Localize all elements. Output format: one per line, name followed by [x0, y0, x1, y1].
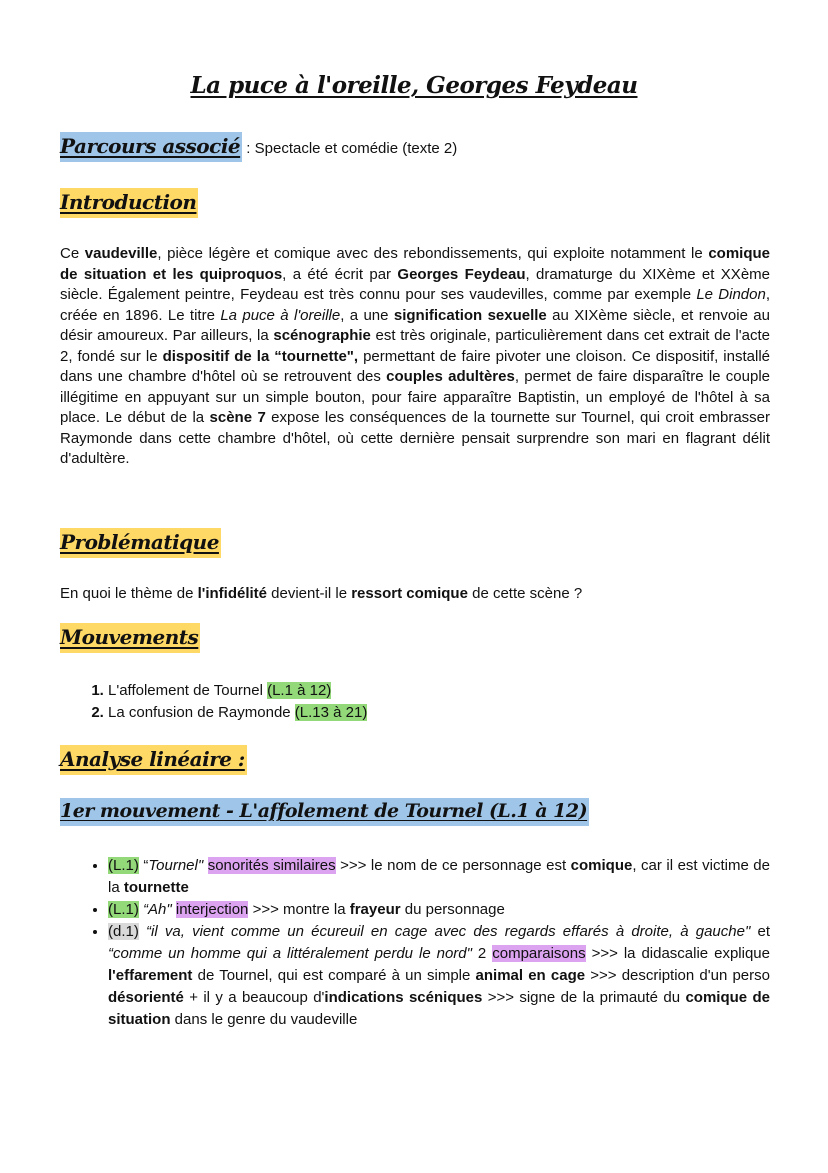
text-run: , pièce légère et comique avec des rebondissements, qui exploite notamment le — [157, 245, 709, 262]
bold-text: scénographie — [273, 327, 371, 344]
mouvement-item — [108, 680, 770, 702]
text-run: de Tournel, qui est comparé à un simple — [192, 967, 476, 984]
italic-text: “il va, vient comme un écureuil en cage avec des regards effarés à droite, à gauche" — [146, 923, 751, 940]
introduction-paragraph — [60, 244, 770, 470]
problematique-heading: Problématique — [60, 528, 221, 558]
text-run: et — [750, 923, 770, 940]
highlight-green: (L.1 à 12) — [267, 682, 332, 699]
bold-text: couples adultères — [386, 368, 515, 385]
parcours-label: Parcours associé — [60, 132, 242, 162]
analysis-bullet — [108, 855, 770, 899]
bold-text: vaudeville — [84, 245, 158, 262]
bold-text: dispositif de la “tournette", — [162, 347, 359, 365]
text-run: , car il est victime de la — [108, 857, 770, 896]
text-run: permettant de faire pivoter une cloison. Ce dispositif, installé dans une chambre d'hôtel où se retrouvent des — [60, 347, 770, 385]
highlight-purple: sonorités similaires — [207, 857, 336, 874]
bold-text: l'infidélité — [197, 585, 267, 602]
mouvement1-heading: 1er mouvement - L'affolement de Tournel (L.1 à 12) — [60, 798, 589, 826]
text-run: Ce — [60, 245, 85, 262]
bold-text: indications scéniques — [324, 989, 483, 1006]
italic-text: Le Dindon — [696, 286, 766, 303]
text-run: devient-il le — [267, 585, 352, 602]
highlight-grey: (d.1) — [108, 923, 139, 940]
text-run: du personnage — [400, 901, 505, 918]
bold-text: désorienté — [108, 989, 184, 1006]
mouvement-item — [108, 702, 770, 724]
analysis-bullet — [108, 921, 770, 1031]
bold-text: scène 7 — [209, 409, 266, 426]
text-run: L'affolement de Tournel — [108, 682, 268, 699]
text-run: >>> signe de la primauté du — [482, 989, 686, 1006]
italic-text: Tournel" — [148, 857, 204, 874]
parcours-text: : Spectacle et comédie (texte 2) — [242, 140, 458, 157]
text-run: est très originale, particulièrement dans cet extrait de l'acte 2, fondé sur le — [60, 327, 770, 365]
bold-text: comique — [570, 857, 633, 874]
italic-text: “Ah" — [143, 901, 172, 918]
text-run: >>> la didascalie explique — [585, 945, 770, 962]
highlight-green: (L.1) — [108, 901, 139, 918]
bold-text: Georges Feydeau — [397, 265, 526, 283]
text-run: expose les conséquences de la tournette sur Tournel, qui croit embrasser Raymonde dans cette chambre d'hôtel, où cette dernière pensait surprendre son mari en flagrant délit d'adultère. — [60, 409, 770, 467]
highlight-green: (L.1) — [108, 857, 139, 874]
bold-text: ressort comique — [351, 585, 468, 602]
text-run: , créée en 1896. Le titre — [60, 286, 770, 324]
text-run: , a été écrit par — [282, 265, 398, 283]
text-run: >>> description d'un perso — [585, 967, 770, 984]
text-run: , a une — [340, 306, 394, 324]
text-run — [139, 923, 146, 940]
text-run: au XIXème siècle, et renvoie au désir amoureux. Par ailleurs, la — [60, 306, 770, 344]
highlight-purple: comparaisons — [492, 945, 586, 962]
problematique-question — [60, 584, 770, 605]
document-title: La puce à l'oreille, Georges Feydeau — [190, 72, 638, 99]
parcours-line — [60, 134, 770, 158]
text-run: + il y a beaucoup d' — [183, 989, 325, 1006]
text-run: >>> montre la — [248, 901, 350, 918]
bold-text: l'effarement — [108, 967, 193, 984]
analyse-heading: Analyse linéaire : — [60, 745, 247, 775]
italic-text: La puce à l'oreille — [220, 306, 341, 324]
mouvements-heading: Mouvements — [60, 623, 200, 653]
analysis-bullets — [60, 855, 770, 1031]
bold-text: comique de situation — [108, 989, 771, 1028]
text-run: dans le genre du vaudeville — [170, 1011, 358, 1028]
highlight-green: (L.13 à 21) — [294, 704, 368, 721]
bold-text: comique de situation et les quiproquos — [60, 245, 771, 283]
text-run: , permet de faire disparaître le couple illégitime en appuyant sur un simple bouton, pour faire apparaître Baptistin, un employé de l'hôtel à sa place. Le début de la — [60, 368, 771, 426]
italic-text: “comme un homme qui a littéralement perdu le nord" — [108, 945, 472, 962]
bold-text: animal en cage — [475, 967, 586, 984]
bold-text: frayeur — [349, 901, 401, 918]
text-run: En quoi le thème de — [60, 585, 198, 602]
bold-text: tournette — [123, 879, 189, 896]
analysis-bullet — [108, 899, 770, 921]
highlight-purple: interjection — [175, 901, 249, 918]
text-run: >>> le nom de ce personnage est — [335, 857, 571, 874]
text-run: de cette scène ? — [467, 585, 583, 602]
text-run: , dramaturge du XIXème et XXème siècle. Également peintre, Feydeau est très connu pour ses vaudevilles, comme par exemple — [60, 265, 770, 303]
text-run: La confusion de Raymonde — [108, 704, 295, 721]
text-run: “ — [138, 857, 149, 874]
introduction-heading-wrap — [60, 190, 770, 214]
bold-text: signification sexuelle — [393, 306, 547, 324]
introduction-heading: Introduction — [60, 188, 198, 218]
mouvements-list — [60, 680, 770, 724]
text-run: 2 — [471, 945, 493, 962]
